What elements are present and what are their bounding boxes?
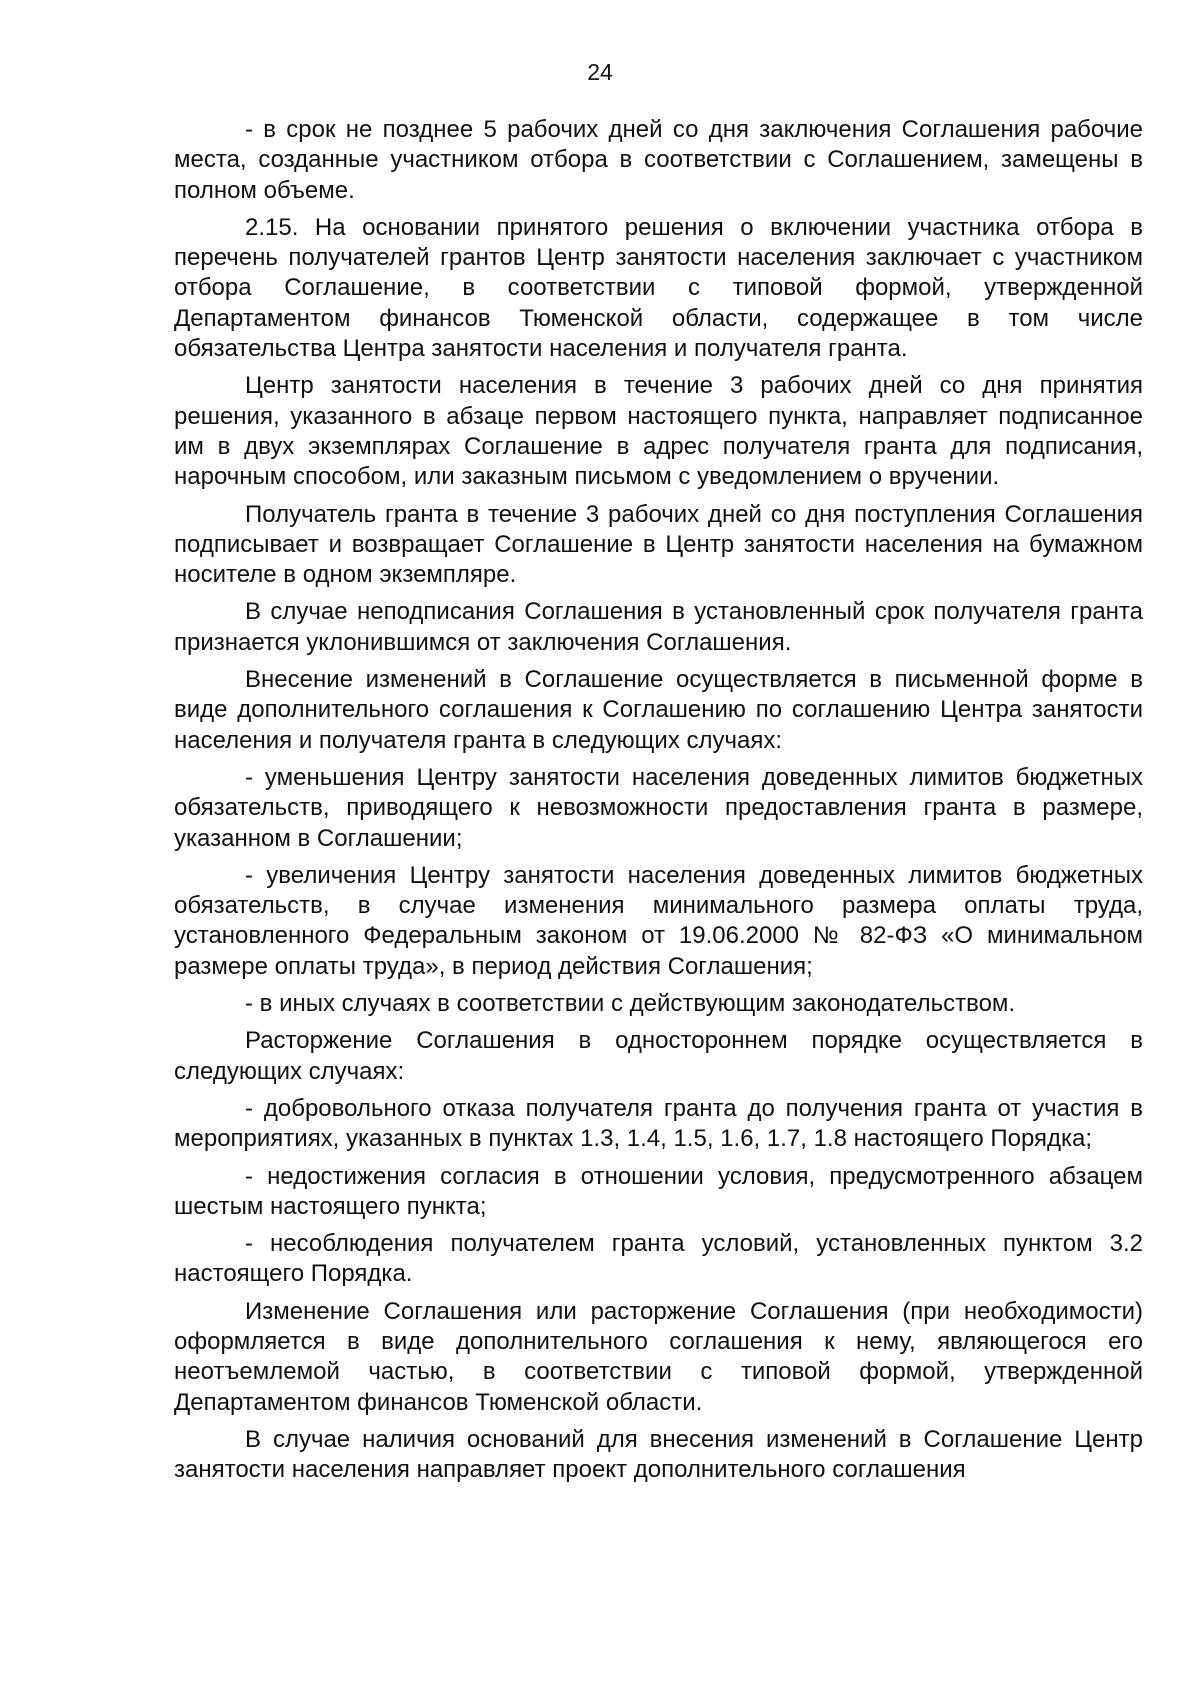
paragraph-amendments: Внесение изменений в Соглашение осуществляется в письменной форме в виде дополнительного соглашения к Соглашению по соглашению Центра занятости населения и получателя гранта в следующих случаях: [174, 666, 1143, 754]
list-item-other-cases: - в иных случаях в соответствии с действующим законодательством. [245, 990, 1016, 1018]
document-body [174, 115, 1143, 1492]
list-item-no-agreement: - недостижения согласия в отношении условия, предусмотренного абзацем шестым настоящего пункта; [174, 1162, 1143, 1220]
paragraph-termination: Расторжение Соглашения в одностороннем порядке осуществляется в следующих случаях: [174, 1027, 1143, 1085]
paragraph-deadline: - в срок не позднее 5 рабочих дней со дня заключения Соглашения рабочие места, созданные участником отбора в соответствии с Соглашением, замещены в полном объеме. [174, 116, 1143, 204]
list-item-non-compliance: - несоблюдения получателем гранта условий, установленных пунктом 3.2 настоящего Порядка. [174, 1230, 1143, 1288]
paragraph-2-15: 2.15. На основании принятого решения о включении участника отбора в перечень получателей грантов Центр занятости населения заключает с участником отбора Соглашение, в соответствии с типовой формой, утвержденной Департаментом финансов Тюменской области, содержащее в том числе обязательства Центра занятости населения и получателя гранта. [174, 213, 1143, 363]
paragraph-recipient-signs: Получатель гранта в течение 3 рабочих дней со дня поступления Соглашения подписывает и возвращает Соглашение в Центр занятости населения на бумажном носителе в одном экземпляре. [174, 500, 1143, 589]
paragraph-center-sends-agreement: Центр занятости населения в течение 3 рабочих дней со дня принятия решения, указанного в абзаце первом настоящего пункта, направляет подписанное им в двух экземплярах Соглашение в адрес получателя гранта для подписания, нарочным способом, или заказным письмом с уведомлением о вручении. [174, 372, 1143, 491]
list-item-limit-increase: - увеличения Центру занятости населения доведенных лимитов бюджетных обязательств, в случае изменения минимального размера оплаты труда, установленного Федеральным законом от 19.06.2000 № 82-ФЗ «О минимальном размере оплаты труда», в период действия Соглашения; [174, 861, 1143, 980]
page-number: 24 [587, 59, 613, 85]
paragraph-grounds-for-changes: В случае наличия оснований для внесения изменений в Соглашение Центр занятости населения направляет проект дополнительного соглашения [174, 1425, 1143, 1484]
paragraph-non-signing: В случае неподписания Соглашения в установленный срок получателя гранта признается уклонившимся от заключения Соглашения. [174, 598, 1143, 656]
paragraph-change-or-termination: Изменение Соглашения или расторжение Соглашения (при необходимости) оформляется в виде дополнительного соглашения к нему, являющегося его неотъемлемой частью, в соответствии с типовой формой, утвержденной Департаментом финансов Тюменской области. [174, 1297, 1143, 1416]
list-item-voluntary-refusal: - добровольного отказа получателя гранта до получения гранта от участия в мероприятиях, указанных в пунктах 1.3, 1.4, 1.5, 1.6, 1.7, 1.8 настоящего Порядка; [174, 1094, 1143, 1153]
list-item-limit-decrease: - уменьшения Центру занятости населения доведенных лимитов бюджетных обязательств, приводящего к невозможности предоставления гранта в размере, указанном в Соглашении; [174, 763, 1143, 852]
